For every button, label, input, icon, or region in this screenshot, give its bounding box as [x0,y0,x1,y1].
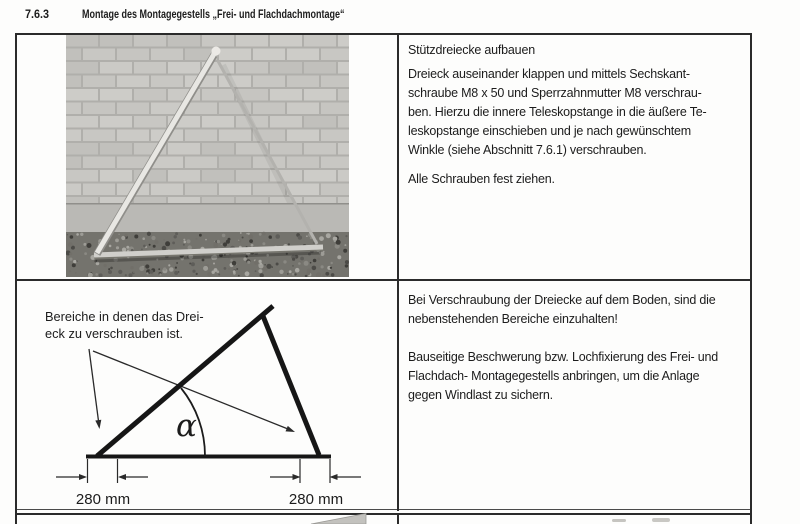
next-figure-fragment [311,514,366,524]
text-line: Winkle (siehe Abschnitt 7.6.1) verschrauben. [408,143,647,157]
triangle-diagram [16,283,396,508]
row3-partial-content [16,513,751,524]
text-line: Bei Verschraubung der Dreiecke auf dem Boden, sind die [408,293,716,307]
paragraph: Alle Schrauben fest ziehen. [408,172,555,186]
text-line: schraube M8 x 50 und Sperrzahnmutter M8 verschrau- [408,86,702,100]
arrowhead-left [95,420,101,429]
faint-text-fragment [652,518,670,522]
text-line: nebenstehenden Bereiche einzuhalten! [408,312,618,326]
table-row2-bottom-border [15,509,752,510]
text-line: leskopstange einschieben und je nach gewünschtem [408,124,691,138]
frame-apex [212,47,221,56]
paragraph-title: Stützdreiecke aufbauen [408,43,535,57]
text-line: Flachdach- Montagegestells anbringen, um die Anlage [408,369,700,383]
arrowhead-right [286,426,296,432]
dimension-ticks [56,459,361,483]
text-line: gegen Windlast zu sichern. [408,388,553,402]
dimension-label-right: 280 mm [288,491,344,508]
text-line: Bauseitige Beschwerung bzw. Lochfixierung des Frei- und [408,350,719,364]
table-border-right [750,33,752,524]
paragraph [408,65,750,160]
angle-alpha-label: α [176,408,197,444]
paragraph [408,291,750,329]
paragraph [408,348,750,405]
row2-text-cell [408,291,750,405]
faint-text-fragment [612,519,626,522]
text-line: Dreieck auseinander klappen und mittels Sechskant- [408,67,690,81]
section-title: Montage des Montagegestells „Frei- und Flachdachmontage“ [82,7,345,21]
diagram-note-line1: Bereiche in denen das Drei- [45,309,204,324]
section-number: 7.6.3 [25,7,50,21]
diagram-note-line2: eck zu verschrauben ist. [45,326,183,341]
photo-stuetzdreieck [66,35,349,277]
table-row-divider [15,279,752,281]
text-line: ben. Hierzu die innere Teleskopstange in die äußere Te- [408,105,707,119]
dimension-label-left: 280 mm [75,491,131,508]
table-column-divider [397,33,399,511]
row1-text-cell [408,41,750,189]
